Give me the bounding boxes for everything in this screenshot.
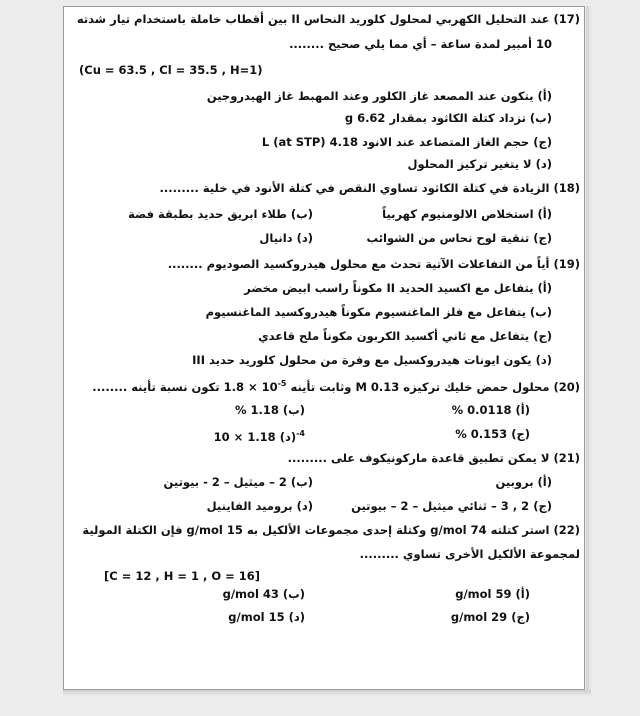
q17-constants: (Cu = 63.5 , Cl = 35.5 , H=1) [79,63,263,77]
q22-constants: [C = 12 , H = 1 , O = 16] [104,569,261,583]
q21-option-a: (أ) بروبين [495,475,552,489]
q20-option-d [214,427,305,444]
q17-option-d: (د) لا يتغير تركيز المحلول [407,157,552,171]
q20-option-c: (ج) 0.153 % [455,427,530,441]
q19-option-c: (ج) يتفاعل مع ثاني أكسيد الكربون مكوناً ملح قاعدي [258,329,552,343]
q17-stem-line2: 10 أمبير لمدة ساعة – أي مما يلي صحيح ........ [289,37,552,51]
q20-option-a: (أ) 0.0118 % [451,403,530,417]
q22-option-d: (د) 15 g/mol [228,610,305,624]
q19-option-a: (أ) يتفاعل مع اكسيد الحديد II مكوناً راسب ابيض مخضر [244,281,552,295]
q21-option-c: (ج) 2 , 3 – ثنائي ميثيل – 2 – بيوتين [351,499,552,513]
q20-ka-base: 1.8 × 10 [223,379,278,394]
q22-stem-line1: (22) استر كتلته 74 g/mol وكتلة إحدى مجموعات الألكيل به 15 g/mol فإن الكتلة المولية [82,523,580,537]
q20-stem-part2: تكون نسبة تأينه ........ [92,379,220,394]
q17-option-a: (أ) يتكون عند المصعد غاز الكلور وعند المهبط غاز الهيدروجين [206,89,552,103]
q21-option-d: (د) بروميد الفاينيل [206,499,313,513]
q20-ka-exponent: -5 [277,379,287,388]
q17-stem-line1: (17) عند التحليل الكهربي لمحلول كلوريد النحاس II بين أقطاب خاملة باستخدام تيار شدته [76,12,580,26]
page-shadow-right [586,6,592,696]
q19-stem: (19) أياً من التفاعلات الآتية تحدث مع محلول هيدروكسيد الصوديوم ........ [167,257,580,271]
q20-option-d-label: (د) 1.18 × 10 [213,429,297,444]
q20-stem [92,377,580,394]
q19-option-b: (ب) يتفاعل مع فلز الماغنسيوم مكوناً هيدروكسيد الماغنسيوم [205,305,552,319]
q20-option-d-exponent: -4 [296,429,305,438]
q19-option-d: (د) يكون ايونات هيدروكسيل مع وفرة من محلول كلوريد حديد III [192,353,552,367]
page-shadow-bottom [63,690,591,696]
q17-option-c: (ج) حجم الغاز المتصاعد عند الانود 4.18 L (at STP) [261,135,552,149]
q18-option-a: (أ) استخلاص الالومنيوم كهربياً [382,207,552,221]
q17-option-b: (ب) تزداد كتلة الكاثود بمقدار 6.62 g [344,111,552,125]
q18-option-d: (د) دانيال [259,231,313,245]
q18-option-b: (ب) طلاء ابريق حديد بطبقة فضة [128,207,313,221]
q18-option-c: (ج) تنقية لوح نحاس من الشوائب [366,231,552,245]
q21-stem: (21) لا يمكن تطبيق قاعدة ماركونيكوف على ......... [287,451,580,465]
q22-option-c: (ج) 29 g/mol [450,610,530,624]
q22-stem-line2: لمجموعة الألكيل الأخرى تساوي ......... [359,547,580,561]
q21-option-b: (ب) 2 – ميثيل – 2 - بيوتين [163,475,313,489]
q20-ka-value [224,380,287,394]
q22-option-b: (ب) 43 g/mol [222,587,305,601]
q20-stem-part1: (20) محلول حمض خليك تركيزه 0.13 M وثابت تأينه [290,379,580,394]
q20-option-b: (ب) 1.18 % [235,403,305,417]
q18-stem: (18) الزيادة في كتلة الكاثود تساوي النقص في كتلة الأنود في خلية ......... [159,181,580,195]
q22-option-a: (أ) 59 g/mol [455,587,530,601]
